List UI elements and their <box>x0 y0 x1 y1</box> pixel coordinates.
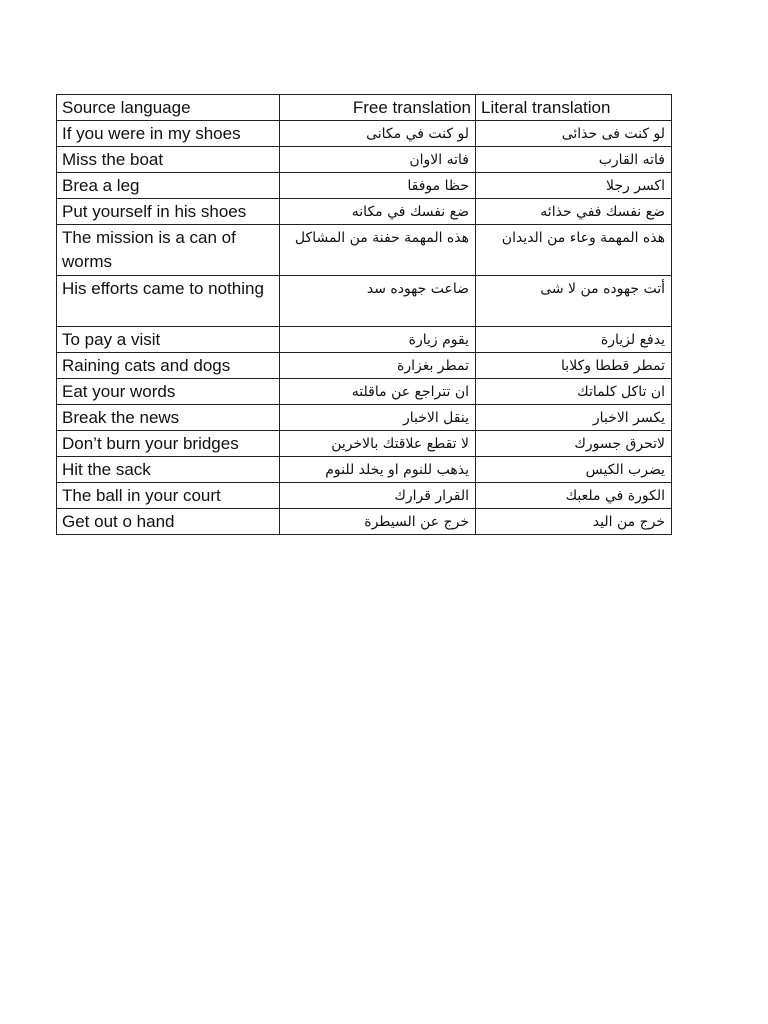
free-translation-cell: خرج عن السيطرة <box>280 509 476 535</box>
table-row <box>57 199 672 225</box>
table-header-row <box>57 95 672 121</box>
source-cell: Break the news <box>57 405 280 431</box>
table-row <box>57 379 672 405</box>
source-cell: The mission is a can of worms <box>57 225 280 276</box>
table-row <box>57 483 672 509</box>
literal-translation-cell: يضرب الكيس <box>476 457 672 483</box>
literal-translation-cell: لو كنت فى حذائى <box>476 121 672 147</box>
table-row <box>57 225 672 276</box>
source-cell: Hit the sack <box>57 457 280 483</box>
free-translation-cell: يقوم زيارة <box>280 327 476 353</box>
literal-translation-cell: لاتحرق جسورك <box>476 431 672 457</box>
free-translation-cell: تمطر بغزارة <box>280 353 476 379</box>
free-translation-cell: لا تقطع علاقتك بالاخرين <box>280 431 476 457</box>
free-translation-cell: فاته الاوان <box>280 147 476 173</box>
table-row <box>57 173 672 199</box>
table-row <box>57 276 672 327</box>
source-cell: To pay a visit <box>57 327 280 353</box>
literal-translation-cell: أتت جهوده من لا شى <box>476 276 672 327</box>
source-cell: Put yourself in his shoes <box>57 199 280 225</box>
literal-translation-cell: الكورة في ملعبك <box>476 483 672 509</box>
free-translation-cell: ان تتراجع عن ماقلته <box>280 379 476 405</box>
literal-translation-cell: ان تاكل كلماتك <box>476 379 672 405</box>
free-translation-cell: القرار قرارك <box>280 483 476 509</box>
source-cell: Miss the boat <box>57 147 280 173</box>
table-row <box>57 405 672 431</box>
source-cell: Eat your words <box>57 379 280 405</box>
header-source-language: Source language <box>57 95 280 121</box>
free-translation-cell: هذه المهمة حفنة من المشاكل <box>280 225 476 276</box>
source-cell: The ball in your court <box>57 483 280 509</box>
table-row <box>57 431 672 457</box>
header-free-translation: Free translation <box>280 95 476 121</box>
table-row <box>57 353 672 379</box>
free-translation-cell: حظا موفقا <box>280 173 476 199</box>
free-translation-cell: يذهب للنوم او يخلد للنوم <box>280 457 476 483</box>
header-literal-translation: Literal translation <box>476 95 672 121</box>
table-row <box>57 457 672 483</box>
literal-translation-cell: فاته القارب <box>476 147 672 173</box>
table-row <box>57 509 672 535</box>
literal-translation-cell: هذه المهمة وعاء من الديدان <box>476 225 672 276</box>
table-row <box>57 121 672 147</box>
source-cell: If you were in my shoes <box>57 121 280 147</box>
literal-translation-cell: ضع نفسك ففي حذائه <box>476 199 672 225</box>
table-row <box>57 147 672 173</box>
literal-translation-cell: خرج من اليد <box>476 509 672 535</box>
free-translation-cell: ضع نفسك في مكانه <box>280 199 476 225</box>
source-cell: Brea a leg <box>57 173 280 199</box>
table-row <box>57 327 672 353</box>
translation-table <box>56 94 672 535</box>
source-cell: Don’t burn your bridges <box>57 431 280 457</box>
literal-translation-cell: يدفع لزيارة <box>476 327 672 353</box>
source-cell: Raining cats and dogs <box>57 353 280 379</box>
literal-translation-cell: تمطر قططا وكلابا <box>476 353 672 379</box>
free-translation-cell: ينقل الاخبار <box>280 405 476 431</box>
source-cell: His efforts came to nothing <box>57 276 280 327</box>
source-cell: Get out o hand <box>57 509 280 535</box>
free-translation-cell: ضاعت جهوده سد <box>280 276 476 327</box>
free-translation-cell: لو كنت في مكانى <box>280 121 476 147</box>
literal-translation-cell: يكسر الاخبار <box>476 405 672 431</box>
literal-translation-cell: اكسر رجلا <box>476 173 672 199</box>
